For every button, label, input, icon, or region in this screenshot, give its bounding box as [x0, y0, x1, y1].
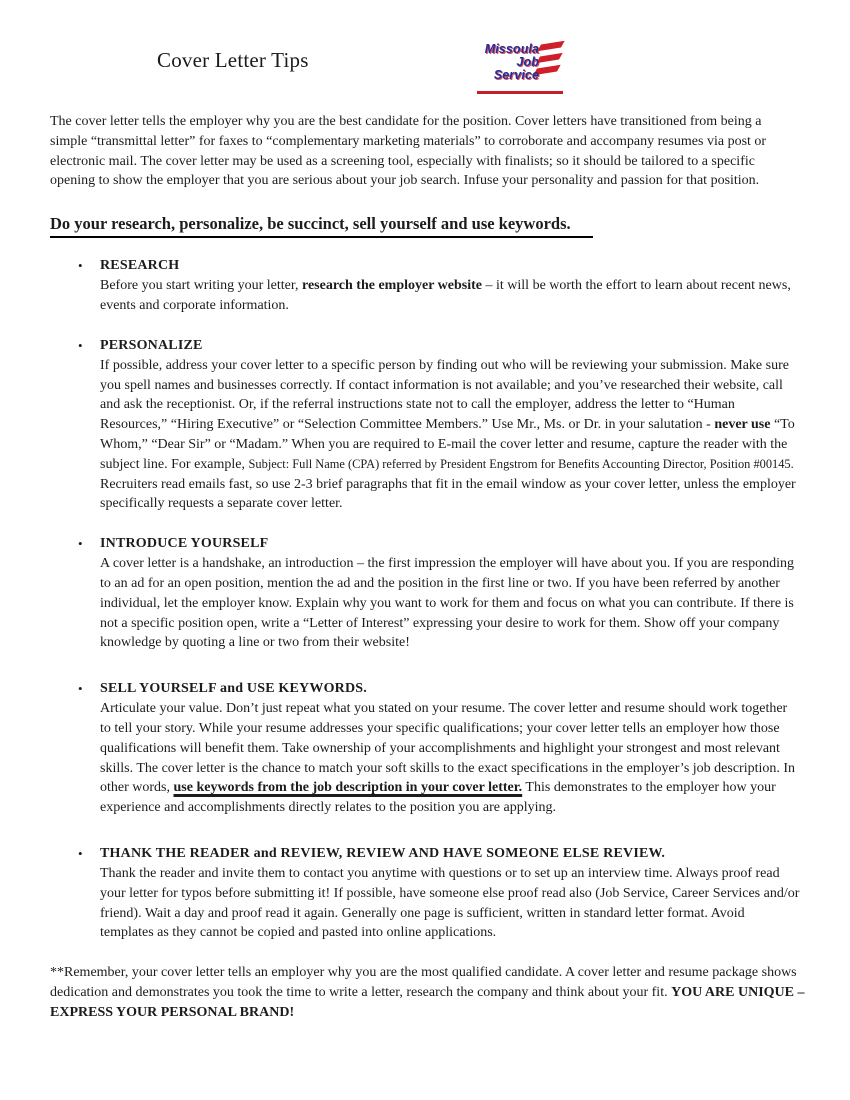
- logo-line-service: Service: [493, 68, 539, 82]
- list-item-personalize: [78, 336, 800, 514]
- bullet-heading: INTRODUCE YOURSELF: [100, 536, 269, 552]
- logo-wordmark: [485, 43, 539, 82]
- logo-line-job: Job: [516, 55, 539, 69]
- bullet-icon: •: [78, 681, 83, 697]
- bullet-paragraph: Articulate your value. Don’t just repeat what you stated on your resume. The cover letter and resume should work together to tell your story. While your resume addresses your specific qualifications; your cover letter tells an employer how those qualifications will benefit them. Take ownership of your accomplishments and highlight your strongest and most relevant skills. The cover letter is the chance to match your soft skills to the exact specifications in the employer’s job description. In other words, use keywords from the job description in your cover letter. This demonstrates to the employer how your experience and accomplishments directly relates to the position you are applying.: [100, 701, 796, 816]
- bullet-heading: RESEARCH: [100, 258, 180, 274]
- list-item-sell-yourself: [78, 679, 800, 818]
- bullet-icon: •: [78, 845, 83, 861]
- bullet-icon: •: [78, 258, 83, 274]
- list-item-research: [78, 256, 800, 316]
- document-header: [0, 0, 850, 102]
- bullet-icon: •: [78, 536, 83, 552]
- bullet-heading: SELL YOURSELF and USE KEYWORDS.: [100, 681, 367, 697]
- missoula-job-service-logo: [467, 40, 563, 96]
- flag-stripe: [537, 41, 564, 51]
- page-title: Cover Letter Tips: [157, 48, 309, 72]
- list-item-thank-the-reader: [78, 844, 800, 943]
- intro-paragraph: The cover letter tells the employer why you are the best candidate for the position. Cover letters have transitioned from being a simple “transmittal letter” for faxes to “complementary marketing materials” to corroborate and accompany resumes via post or electronic mail. The cover letter may be used as a screening tool, especially with finalists; so it should be tailored to a specific opening to show the employer that you are serious about your job search. Infuse your personality and passion for that position.: [50, 114, 767, 189]
- tips-list: [50, 256, 800, 943]
- closing-paragraph: **Remember, your cover letter tells an employer why you are the most qualified candidate. A cover letter and resume package shows dedication and demonstrates you took the time to write a letter, research the company and think about your fit. YOU ARE UNIQUE – EXPRESS YOUR PERSONAL BRAND!: [50, 965, 805, 1020]
- logo-underline: [477, 91, 563, 94]
- bullet-heading: PERSONALIZE: [100, 337, 203, 353]
- document-body: [0, 112, 850, 1023]
- bullet-paragraph: Before you start writing your letter, research the employer website – it will be worth the effort to learn about recent news, events and corporate information.: [100, 278, 791, 313]
- list-item-introduce-yourself: [78, 534, 800, 653]
- bullet-paragraph: A cover letter is a handshake, an introduction – the first impression the employer will have about you. If you are responding to an ad for an open position, mention the ad and the position in the first line or two. If you have been referred by another individual, let the employer know. Explain why you want to work for them and focus on what you can contribute. If there is not a specific position open, write a “Letter of Interest” expressing your desire to work for them. Show off your company knowledge by quoting a line or two from their website!: [100, 556, 794, 651]
- bullet-paragraph: Thank the reader and invite them to contact you anytime with questions or to set up an interview time. Always proof read your letter for typos before submitting it! If possible, have someone else proof read also (Job Service, Career Services and/or friend). Wait a day and proof read it again. Generally one page is sufficient, written in standard letter format. Avoid templates as they cannot be copied and pasted into online applications.: [100, 865, 800, 941]
- bullet-icon: •: [78, 337, 83, 353]
- flag-stripe: [536, 53, 562, 63]
- logo-line-missoula: Missoula: [484, 42, 539, 56]
- section-heading: Do your research, personalize, be succinct, sell yourself and use keywords.: [50, 213, 593, 238]
- bullet-heading: THANK THE READER and REVIEW, REVIEW AND HAVE SOMEONE ELSE REVIEW.: [100, 845, 666, 861]
- bullet-paragraph: If possible, address your cover letter to a specific person by finding out who will be reviewing your submission. Make sure you spell names and businesses correctly. If contact information is not available; and you’ve researched their website, call and ask the receptionist. Or, if the referral instructions state not to call the employer, address the letter to “Human Resources,” “Hiring Executive” or “Selection Committee Members.” Use Mr., Ms. or Dr. in your salutation - never use “To Whom,” “Dear Sir” or “Madam.” When you are required to E-mail the cover letter and resume, capture the reader with the subject line. For example, Subject: Full Name (CPA) referred by President Engstrom for Benefits Accounting Director, Position #00145. Recruiters read emails fast, so use 2-3 brief paragraphs that fit in the email window as your cover letter, unless the employer specifically requests a separate cover letter.: [100, 357, 796, 512]
